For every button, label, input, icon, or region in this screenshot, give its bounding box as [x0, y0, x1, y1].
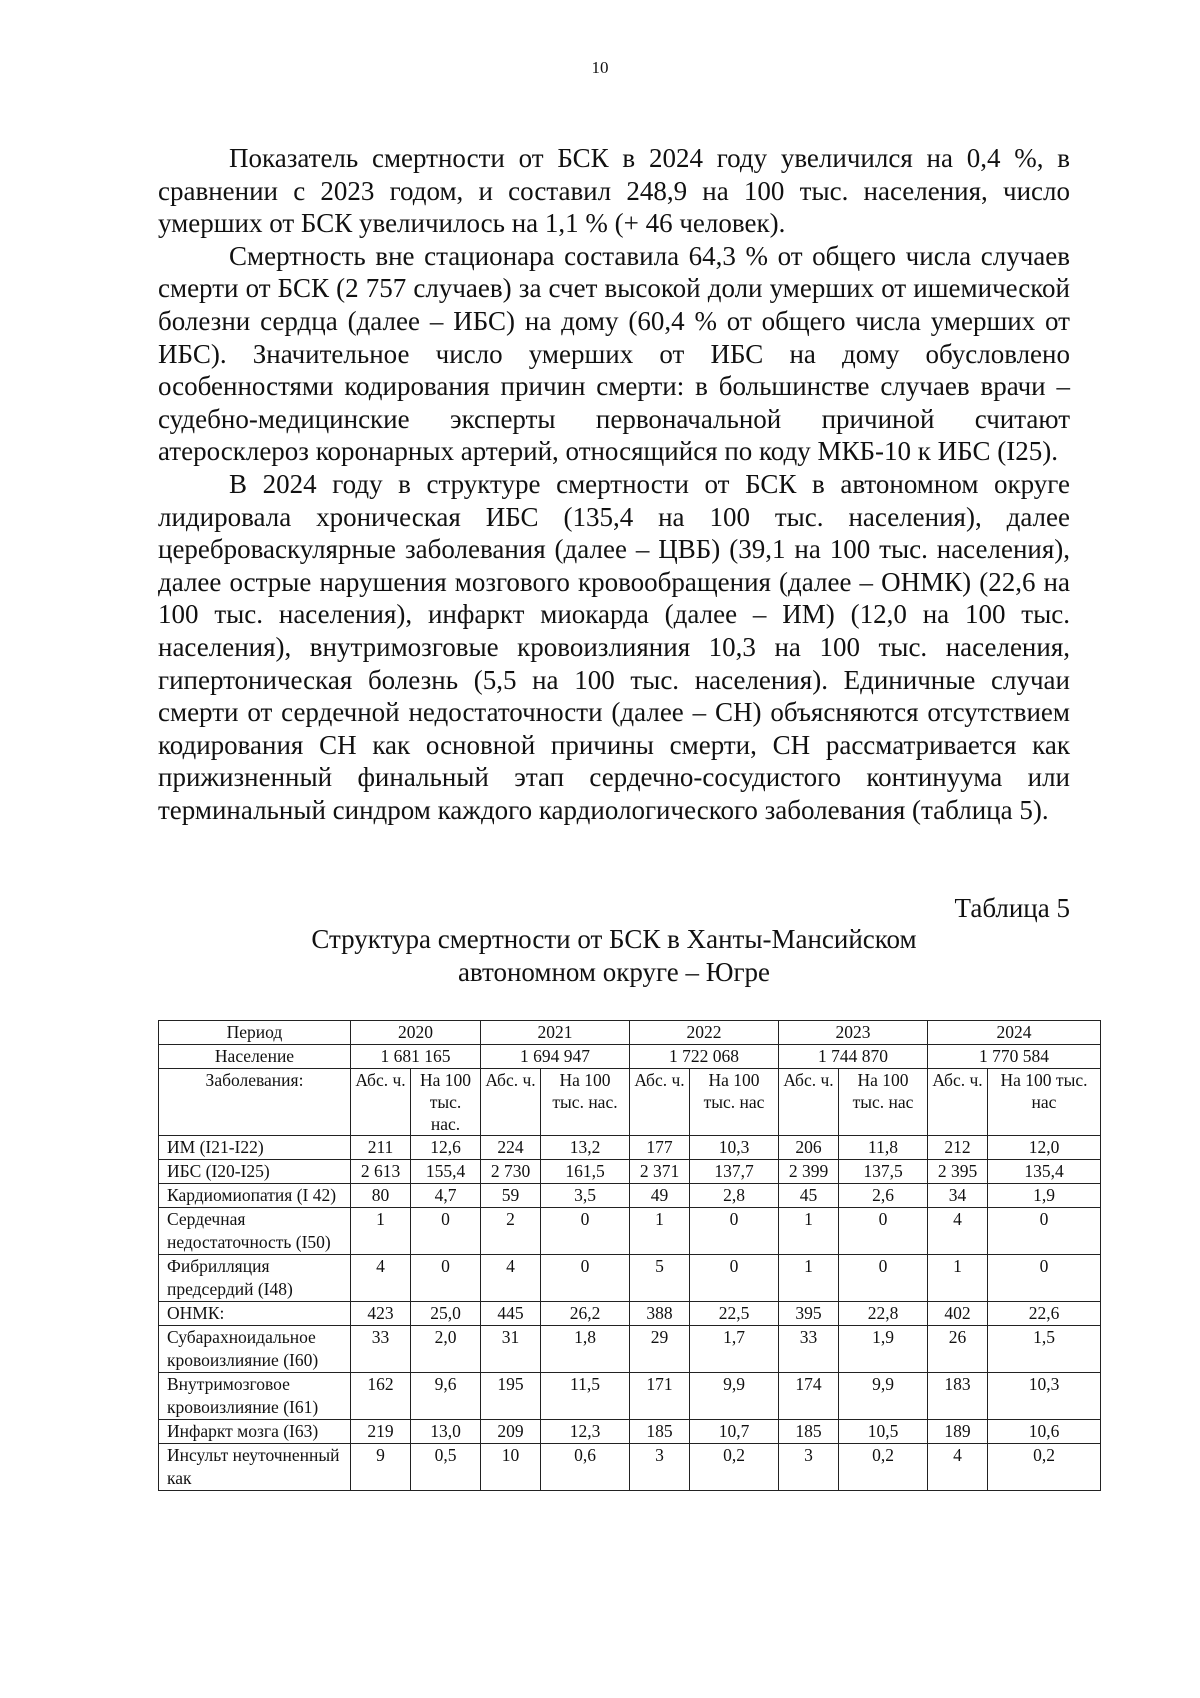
- rate-value: 2,0: [411, 1326, 481, 1373]
- abs-value: 224: [481, 1136, 541, 1160]
- abs-value: 2: [481, 1208, 541, 1255]
- rate-value: 0: [541, 1255, 630, 1302]
- body-text: [158, 142, 1070, 826]
- rate-value: 0,6: [541, 1444, 630, 1491]
- abs-header: Абс. ч.: [351, 1069, 411, 1136]
- period-label: Период: [159, 1021, 351, 1045]
- year-header: 2020: [351, 1021, 481, 1045]
- population-row: [159, 1045, 1101, 1069]
- table-label: Таблица 5: [954, 893, 1070, 923]
- abs-value: 185: [630, 1420, 690, 1444]
- rate-value: 9,9: [839, 1373, 928, 1420]
- rate-value: 2,6: [839, 1184, 928, 1208]
- rate-value: 13,0: [411, 1420, 481, 1444]
- rate-value: 1,9: [988, 1184, 1101, 1208]
- period-row: [159, 1021, 1101, 1045]
- rate-value: 22,5: [690, 1302, 779, 1326]
- abs-value: 59: [481, 1184, 541, 1208]
- table-title: Структура смертности от БСК в Ханты-Мансийском автономном округе – Югре: [311, 924, 917, 987]
- disease-name: Инсульт неуточненный как: [159, 1444, 351, 1491]
- abs-value: 195: [481, 1373, 541, 1420]
- abs-header: Абс. ч.: [630, 1069, 690, 1136]
- disease-name: Кардиомиопатия (I 42): [159, 1184, 351, 1208]
- abs-value: 209: [481, 1420, 541, 1444]
- rate-header: На 100 тыс. нас.: [411, 1069, 481, 1136]
- rate-value: 0: [988, 1255, 1101, 1302]
- disease-name: Фибрилляция предсердий (I48): [159, 1255, 351, 1302]
- table-row: [159, 1160, 1101, 1184]
- rate-value: 12,0: [988, 1136, 1101, 1160]
- abs-value: 1: [928, 1255, 988, 1302]
- rate-value: 0: [411, 1255, 481, 1302]
- rate-value: 10,3: [988, 1373, 1101, 1420]
- population-value: 1 770 584: [928, 1045, 1101, 1069]
- rate-value: 1,7: [690, 1326, 779, 1373]
- rate-header: На 100 тыс. нас: [839, 1069, 928, 1136]
- rate-value: 0: [839, 1208, 928, 1255]
- disease-name: Инфаркт мозга (I63): [159, 1420, 351, 1444]
- abs-value: 4: [481, 1255, 541, 1302]
- population-label: Население: [159, 1045, 351, 1069]
- abs-value: 33: [351, 1326, 411, 1373]
- rate-value: 12,6: [411, 1136, 481, 1160]
- table-row: [159, 1420, 1101, 1444]
- abs-value: 33: [779, 1326, 839, 1373]
- table-row: [159, 1373, 1101, 1420]
- disease-name: Внутримозговое кровоизлияние (I61): [159, 1373, 351, 1420]
- abs-value: 1: [779, 1255, 839, 1302]
- rate-value: 1,8: [541, 1326, 630, 1373]
- population-value: 1 694 947: [481, 1045, 630, 1069]
- rate-value: 9,6: [411, 1373, 481, 1420]
- rate-value: 0: [690, 1208, 779, 1255]
- subheader-row: [159, 1069, 1101, 1136]
- rate-header: На 100 тыс. нас: [690, 1069, 779, 1136]
- rate-value: 137,7: [690, 1160, 779, 1184]
- rate-value: 10,6: [988, 1420, 1101, 1444]
- population-value: 1 744 870: [779, 1045, 928, 1069]
- rate-header: На 100 тыс. нас.: [541, 1069, 630, 1136]
- abs-value: 4: [351, 1255, 411, 1302]
- table-row: [159, 1444, 1101, 1491]
- abs-value: 49: [630, 1184, 690, 1208]
- abs-value: 183: [928, 1373, 988, 1420]
- abs-value: 9: [351, 1444, 411, 1491]
- abs-value: 395: [779, 1302, 839, 1326]
- rate-value: 11,8: [839, 1136, 928, 1160]
- abs-value: 171: [630, 1373, 690, 1420]
- abs-header: Абс. ч.: [481, 1069, 541, 1136]
- rate-value: 1,5: [988, 1326, 1101, 1373]
- abs-value: 26: [928, 1326, 988, 1373]
- abs-header: Абс. ч.: [779, 1069, 839, 1136]
- table-row: [159, 1184, 1101, 1208]
- abs-value: 2 730: [481, 1160, 541, 1184]
- abs-value: 219: [351, 1420, 411, 1444]
- abs-value: 31: [481, 1326, 541, 1373]
- year-header: 2023: [779, 1021, 928, 1045]
- rate-value: 155,4: [411, 1160, 481, 1184]
- rate-value: 25,0: [411, 1302, 481, 1326]
- abs-value: 1: [630, 1208, 690, 1255]
- abs-value: 177: [630, 1136, 690, 1160]
- abs-value: 1: [779, 1208, 839, 1255]
- rate-value: 0,2: [839, 1444, 928, 1491]
- abs-header: Абс. ч.: [928, 1069, 988, 1136]
- abs-value: 80: [351, 1184, 411, 1208]
- abs-value: 212: [928, 1136, 988, 1160]
- abs-value: 174: [779, 1373, 839, 1420]
- table-row: [159, 1136, 1101, 1160]
- mortality-table-wrapper: [158, 1020, 1100, 1491]
- abs-value: 45: [779, 1184, 839, 1208]
- abs-value: 206: [779, 1136, 839, 1160]
- rate-value: 2,8: [690, 1184, 779, 1208]
- abs-value: 1: [351, 1208, 411, 1255]
- abs-value: 2 613: [351, 1160, 411, 1184]
- abs-value: 423: [351, 1302, 411, 1326]
- rate-value: 22,6: [988, 1302, 1101, 1326]
- disease-name: ИБС (I20-I25): [159, 1160, 351, 1184]
- abs-value: 2 399: [779, 1160, 839, 1184]
- table-row: [159, 1326, 1101, 1373]
- rate-value: 10,7: [690, 1420, 779, 1444]
- rate-value: 4,7: [411, 1184, 481, 1208]
- rate-value: 0: [411, 1208, 481, 1255]
- abs-value: 29: [630, 1326, 690, 1373]
- table-row: [159, 1255, 1101, 1302]
- table-body: [159, 1021, 1101, 1491]
- page-number: 10: [591, 58, 609, 77]
- rate-value: 10,5: [839, 1420, 928, 1444]
- abs-value: 10: [481, 1444, 541, 1491]
- rate-value: 13,2: [541, 1136, 630, 1160]
- paragraph: В 2024 году в структуре смертности от БСК в автономном округе лидировала хроническая ИБС (135,4 на 100 тыс. населения), далее цереброваскулярные заболевания (далее – ЦВБ) (39,1 на 100 тыс. населения), далее острые нарушения мозгового кровообращения (далее – ОНМК) (22,6 на 100 тыс. населения), инфаркт миокарда (далее – ИМ) (12,0 на 100 тыс. населения), внутримозговые кровоизлияния 10,3 на 100 тыс. населения, гипертоническая болезнь (5,5 на 100 тыс. населения). Единичные случаи смерти от сердечной недостаточности (далее – СН) объясняются отсутствием кодирования СН как основной причины смерти, СН рассматривается как прижизненный финальный этап сердечно-сосудистого континуума или терминальный синдром каждого кардиологического заболевания (таблица 5).: [158, 468, 1070, 825]
- year-header: 2021: [481, 1021, 630, 1045]
- disease-name: Субарахноидальное кровоизлияние (I60): [159, 1326, 351, 1373]
- table-row: [159, 1208, 1101, 1255]
- year-header: 2024: [928, 1021, 1101, 1045]
- rate-value: 9,9: [690, 1373, 779, 1420]
- rate-value: 3,5: [541, 1184, 630, 1208]
- abs-value: 211: [351, 1136, 411, 1160]
- rate-header: На 100 тыс. нас: [988, 1069, 1101, 1136]
- disease-name: ИМ (I21-I22): [159, 1136, 351, 1160]
- abs-value: 2 371: [630, 1160, 690, 1184]
- rate-value: 22,8: [839, 1302, 928, 1326]
- population-value: 1 722 068: [630, 1045, 779, 1069]
- year-header: 2022: [630, 1021, 779, 1045]
- abs-value: 2 395: [928, 1160, 988, 1184]
- rate-value: 10,3: [690, 1136, 779, 1160]
- mortality-table: [158, 1020, 1101, 1491]
- rate-value: 135,4: [988, 1160, 1101, 1184]
- abs-value: 3: [630, 1444, 690, 1491]
- rate-value: 0: [839, 1255, 928, 1302]
- abs-value: 189: [928, 1420, 988, 1444]
- rate-value: 1,9: [839, 1326, 928, 1373]
- abs-value: 162: [351, 1373, 411, 1420]
- rate-value: 161,5: [541, 1160, 630, 1184]
- rate-value: 12,3: [541, 1420, 630, 1444]
- population-value: 1 681 165: [351, 1045, 481, 1069]
- abs-value: 34: [928, 1184, 988, 1208]
- disease-name: ОНМК:: [159, 1302, 351, 1326]
- rate-value: 0,2: [988, 1444, 1101, 1491]
- abs-value: 3: [779, 1444, 839, 1491]
- rate-value: 26,2: [541, 1302, 630, 1326]
- diseases-label: Заболевания:: [159, 1069, 351, 1136]
- paragraph: Показатель смертности от БСК в 2024 году увеличился на 0,4 %, в сравнении с 2023 годом, и составил 248,9 на 100 тыс. населения, число умерших от БСК увеличилось на 1,1 % (+ 46 человек).: [158, 143, 1070, 239]
- abs-value: 185: [779, 1420, 839, 1444]
- rate-value: 0,5: [411, 1444, 481, 1491]
- rate-value: 0: [690, 1255, 779, 1302]
- rate-value: 0: [988, 1208, 1101, 1255]
- abs-value: 4: [928, 1208, 988, 1255]
- abs-value: 5: [630, 1255, 690, 1302]
- abs-value: 402: [928, 1302, 988, 1326]
- abs-value: 4: [928, 1444, 988, 1491]
- abs-value: 388: [630, 1302, 690, 1326]
- disease-name: Сердечная недостаточность (I50): [159, 1208, 351, 1255]
- paragraph: Смертность вне стационара составила 64,3 % от общего числа случаев смерти от БСК (2 757 случаев) за счет высокой доли умерших от ишемической болезни сердца (далее – ИБС) на дому (60,4 % от общего числа умерших от ИБС). Значительное число умерших от ИБС на дому обусловлено особенностями кодирования причин смерти: в большинстве случаев врачи – судебно-медицинские эксперты первоначальной причиной считают атеросклероз коронарных артерий, относящийся по коду МКБ-10 к ИБС (I25).: [158, 240, 1070, 467]
- rate-value: 0,2: [690, 1444, 779, 1491]
- table-row: [159, 1302, 1101, 1326]
- rate-value: 0: [541, 1208, 630, 1255]
- rate-value: 137,5: [839, 1160, 928, 1184]
- abs-value: 445: [481, 1302, 541, 1326]
- rate-value: 11,5: [541, 1373, 630, 1420]
